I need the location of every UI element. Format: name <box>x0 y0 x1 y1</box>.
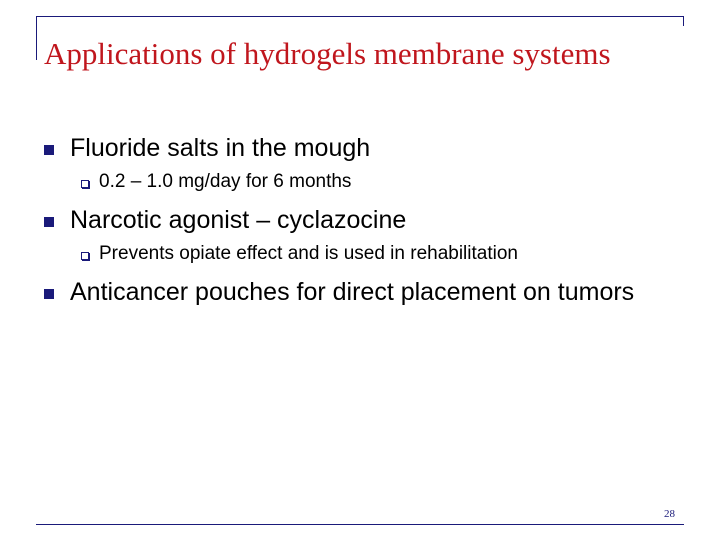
bottom-rule <box>36 524 684 525</box>
filled-square-icon <box>44 145 54 155</box>
sub-bullet-item <box>44 240 684 268</box>
sub-bullet-item <box>44 168 684 196</box>
right-rule <box>683 16 684 26</box>
bullet-text: Anticancer pouches for direct placement on tumors <box>70 278 635 306</box>
bullet-item <box>44 130 684 166</box>
bullet-item <box>44 202 684 238</box>
bullet-item <box>44 274 684 310</box>
hollow-square-icon <box>81 180 89 188</box>
filled-square-icon <box>44 289 54 299</box>
bullet-text: Fluoride salts in the mough <box>70 134 371 162</box>
left-rule <box>36 16 37 60</box>
filled-square-icon <box>44 217 54 227</box>
hollow-square-icon <box>81 252 89 260</box>
bullet-list <box>44 130 684 314</box>
sub-bullet-text: 0.2 – 1.0 mg/day for 6 months <box>99 171 352 192</box>
slide-number: 28 <box>664 508 675 520</box>
top-rule <box>36 16 684 17</box>
sub-bullet-text: Prevents opiate effect and is used in rehabilitation <box>99 243 518 264</box>
bullet-text: Narcotic agonist – cyclazocine <box>70 206 407 234</box>
slide-title: Applications of hydrogels membrane systems <box>44 36 611 71</box>
